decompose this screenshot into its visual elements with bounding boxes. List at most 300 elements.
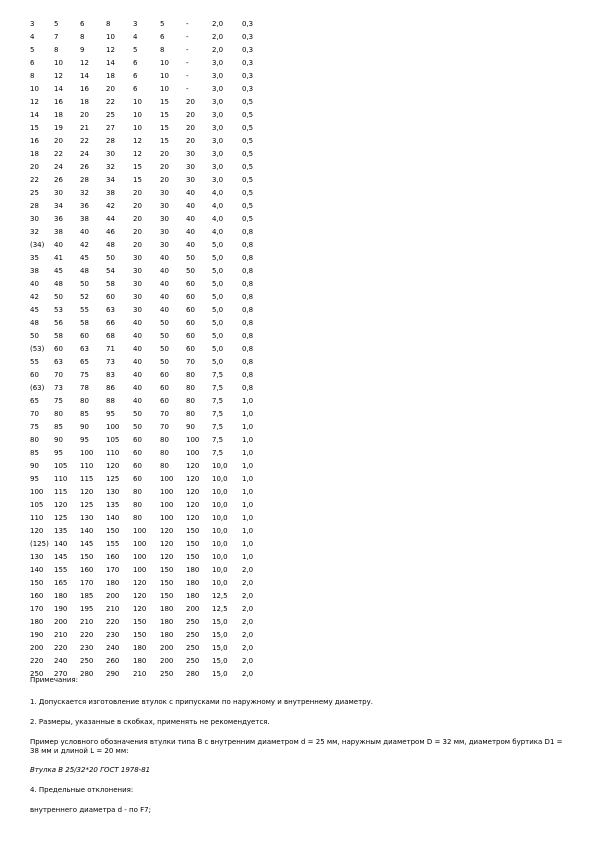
table-cell: 230	[106, 631, 120, 639]
table-row	[30, 499, 262, 512]
table-cell: 60	[106, 293, 115, 301]
table-cell: 48	[80, 267, 89, 275]
table-cell: 3	[133, 20, 138, 28]
table-cell: 3,0	[212, 59, 224, 67]
table-cell: 2,0	[242, 566, 254, 574]
table-cell: 230	[80, 644, 94, 652]
table-cell: 250	[160, 670, 174, 678]
table-cell: (63)	[30, 384, 45, 392]
table-row	[30, 343, 262, 356]
table-cell: 7,5	[212, 423, 224, 431]
table-cell: 95	[80, 436, 89, 444]
table-cell: 10	[30, 85, 39, 93]
table-cell: 50	[186, 267, 195, 275]
table-cell: -	[186, 33, 189, 41]
table-cell: 63	[106, 306, 115, 314]
table-cell: 210	[133, 670, 147, 678]
table-row	[30, 460, 262, 473]
table-cell: 20	[133, 228, 142, 236]
table-cell: 200	[30, 644, 44, 652]
table-cell: 180	[186, 592, 200, 600]
table-cell: 32	[80, 189, 89, 197]
table-cell: 2,0	[242, 579, 254, 587]
table-row	[30, 577, 262, 590]
table-cell: 0,3	[242, 46, 254, 54]
table-cell: 4	[30, 33, 35, 41]
table-cell: 18	[54, 111, 63, 119]
note-1: 1. Допускается изготовление втулок с припусками по наружному и внутреннему диаметру.	[30, 698, 373, 706]
table-cell: 100	[133, 566, 147, 574]
table-cell: 10,0	[212, 579, 228, 587]
table-cell: 0,8	[242, 280, 254, 288]
table-cell: 40	[186, 202, 195, 210]
table-cell: 15,0	[212, 631, 228, 639]
table-cell: 56	[54, 319, 63, 327]
table-cell: 60	[186, 280, 195, 288]
table-cell: 0,8	[242, 332, 254, 340]
table-cell: 180	[54, 592, 68, 600]
dimensions-table-body	[30, 18, 262, 681]
table-row	[30, 642, 262, 655]
table-cell: 270	[54, 670, 68, 678]
table-cell: 140	[54, 540, 68, 548]
table-cell: 5,0	[212, 358, 224, 366]
table-cell: 63	[80, 345, 89, 353]
table-cell: 0,8	[242, 319, 254, 327]
table-cell: 50	[160, 358, 169, 366]
table-cell: 4,0	[212, 189, 224, 197]
table-cell: 6	[133, 85, 138, 93]
table-cell: 6	[160, 33, 165, 41]
table-cell: 10,0	[212, 514, 228, 522]
table-cell: 48	[106, 241, 115, 249]
table-cell: 60	[133, 462, 142, 470]
table-row	[30, 486, 262, 499]
table-cell: 210	[54, 631, 68, 639]
table-cell: 34	[54, 202, 63, 210]
table-cell: 34	[106, 176, 115, 184]
table-cell: 20	[133, 241, 142, 249]
table-cell: 7,5	[212, 436, 224, 444]
table-row	[30, 317, 262, 330]
table-cell: 30	[54, 189, 63, 197]
table-cell: 6	[30, 59, 35, 67]
table-cell: 0,8	[242, 267, 254, 275]
table-cell: 150	[160, 579, 174, 587]
table-cell: 80	[160, 436, 169, 444]
table-cell: 155	[54, 566, 68, 574]
table-cell: 120	[160, 527, 174, 535]
table-cell: 10	[160, 72, 169, 80]
table-cell: 200	[160, 657, 174, 665]
table-row	[30, 421, 262, 434]
table-cell: 0,5	[242, 137, 254, 145]
table-cell: 100	[106, 423, 120, 431]
table-cell: 8	[106, 20, 111, 28]
table-cell: 60	[133, 436, 142, 444]
table-cell: 20	[133, 189, 142, 197]
table-cell: 220	[80, 631, 94, 639]
table-cell: 15,0	[212, 670, 228, 678]
table-cell: (125)	[30, 540, 49, 548]
table-cell: 220	[54, 644, 68, 652]
table-cell: 60	[30, 371, 39, 379]
table-cell: 40	[54, 241, 63, 249]
table-cell: 85	[54, 423, 63, 431]
table-cell: 15	[133, 163, 142, 171]
table-row	[30, 512, 262, 525]
table-cell: 190	[54, 605, 68, 613]
table-cell: 60	[186, 332, 195, 340]
table-cell: 160	[30, 592, 44, 600]
table-row	[30, 291, 262, 304]
table-cell: 42	[80, 241, 89, 249]
table-cell: 0,5	[242, 189, 254, 197]
table-cell: 150	[133, 631, 147, 639]
table-cell: 12	[80, 59, 89, 67]
table-cell: 1,0	[242, 514, 254, 522]
table-cell: 180	[106, 579, 120, 587]
table-cell: 8	[160, 46, 165, 54]
notes-heading: Примечания:	[30, 676, 78, 684]
table-cell: 88	[106, 397, 115, 405]
table-cell: 28	[80, 176, 89, 184]
table-cell: 30	[133, 306, 142, 314]
table-cell: 170	[106, 566, 120, 574]
table-row	[30, 447, 262, 460]
table-cell: 12,5	[212, 592, 228, 600]
table-cell: 2,0	[212, 33, 224, 41]
table-cell: 2,0	[212, 20, 224, 28]
table-cell: 14	[30, 111, 39, 119]
table-row	[30, 174, 262, 187]
table-cell: 5,0	[212, 345, 224, 353]
table-row	[30, 551, 262, 564]
table-cell: 65	[80, 358, 89, 366]
table-cell: 26	[54, 176, 63, 184]
table-cell: 80	[133, 501, 142, 509]
table-row	[30, 655, 262, 668]
table-cell: 260	[106, 657, 120, 665]
table-cell: 2,0	[212, 46, 224, 54]
table-cell: 20	[160, 163, 169, 171]
table-cell: 95	[106, 410, 115, 418]
table-cell: 60	[54, 345, 63, 353]
table-cell: 8	[30, 72, 35, 80]
table-cell: 7,5	[212, 410, 224, 418]
table-cell: 3	[30, 20, 35, 28]
table-cell: 22	[54, 150, 63, 158]
table-cell: 19	[54, 124, 63, 132]
table-cell: 180	[133, 644, 147, 652]
table-cell: 45	[80, 254, 89, 262]
table-cell: 180	[186, 579, 200, 587]
table-cell: 60	[133, 475, 142, 483]
table-cell: 0,8	[242, 254, 254, 262]
table-cell: 30	[30, 215, 39, 223]
table-cell: 110	[30, 514, 44, 522]
table-cell: 160	[80, 566, 94, 574]
table-cell: 100	[133, 553, 147, 561]
table-cell: 80	[30, 436, 39, 444]
table-cell: 90	[30, 462, 39, 470]
table-row	[30, 629, 262, 642]
table-cell: 120	[133, 592, 147, 600]
table-cell: 180	[160, 605, 174, 613]
table-cell: 110	[54, 475, 68, 483]
table-cell: 4	[133, 33, 138, 41]
table-cell: 16	[30, 137, 39, 145]
table-cell: 60	[80, 332, 89, 340]
table-row	[30, 135, 262, 148]
table-row	[30, 538, 262, 551]
table-cell: 100	[30, 488, 44, 496]
table-cell: 125	[54, 514, 68, 522]
table-cell: 180	[30, 618, 44, 626]
table-cell: 32	[30, 228, 39, 236]
table-cell: 5,0	[212, 254, 224, 262]
table-cell: 210	[106, 605, 120, 613]
table-cell: 71	[106, 345, 115, 353]
table-cell: 36	[80, 202, 89, 210]
table-cell: 40	[186, 241, 195, 249]
note-4-tolerances: 4. Предельные отклонения:	[30, 786, 134, 794]
table-cell: 150	[160, 566, 174, 574]
table-row	[30, 239, 262, 252]
table-row	[30, 187, 262, 200]
table-cell: 15,0	[212, 644, 228, 652]
table-cell: 30	[186, 163, 195, 171]
table-row	[30, 96, 262, 109]
table-cell: 44	[106, 215, 115, 223]
table-cell: 40	[30, 280, 39, 288]
table-cell: 200	[54, 618, 68, 626]
table-cell: 3,0	[212, 124, 224, 132]
table-cell: 7,5	[212, 449, 224, 457]
table-cell: 54	[106, 267, 115, 275]
table-cell: 1,0	[242, 540, 254, 548]
table-cell: 140	[30, 566, 44, 574]
table-cell: 58	[80, 319, 89, 327]
table-cell: 28	[30, 202, 39, 210]
table-cell: 75	[30, 423, 39, 431]
table-cell: 0,8	[242, 345, 254, 353]
table-cell: 15	[160, 124, 169, 132]
table-cell: 3,0	[212, 85, 224, 93]
note-5-inner-diameter: внутреннего диаметра d - по F7;	[30, 806, 151, 814]
table-cell: 40	[133, 332, 142, 340]
table-row	[30, 278, 262, 291]
table-cell: 0,5	[242, 150, 254, 158]
table-cell: 15	[30, 124, 39, 132]
table-cell: 200	[106, 592, 120, 600]
table-cell: 10,0	[212, 527, 228, 535]
table-cell: 40	[133, 384, 142, 392]
table-cell: 150	[80, 553, 94, 561]
table-cell: 20	[133, 215, 142, 223]
table-cell: 45	[30, 306, 39, 314]
table-cell: 2,0	[242, 592, 254, 600]
table-cell: 20	[186, 111, 195, 119]
table-row	[30, 304, 262, 317]
table-cell: 160	[106, 553, 120, 561]
table-cell: 165	[54, 579, 68, 587]
table-cell: 100	[186, 436, 200, 444]
table-cell: 60	[186, 306, 195, 314]
table-cell: 78	[80, 384, 89, 392]
table-cell: 38	[30, 267, 39, 275]
table-cell: 12	[133, 150, 142, 158]
table-cell: 14	[54, 85, 63, 93]
table-cell: 52	[80, 293, 89, 301]
table-cell: 26	[80, 163, 89, 171]
table-cell: 3,0	[212, 137, 224, 145]
table-cell: 0,8	[242, 358, 254, 366]
table-row	[30, 148, 262, 161]
table-cell: 9	[80, 46, 85, 54]
table-cell: 7	[54, 33, 59, 41]
table-cell: 250	[186, 618, 200, 626]
table-cell: 30	[133, 267, 142, 275]
table-cell: 60	[186, 293, 195, 301]
table-row	[30, 161, 262, 174]
table-cell: 90	[80, 423, 89, 431]
table-cell: 10,0	[212, 553, 228, 561]
table-cell: 4,0	[212, 202, 224, 210]
table-cell: 75	[80, 371, 89, 379]
table-cell: 18	[106, 72, 115, 80]
table-cell: 0,5	[242, 111, 254, 119]
table-cell: 0,5	[242, 176, 254, 184]
table-cell: 22	[80, 137, 89, 145]
table-cell: 85	[30, 449, 39, 457]
table-cell: 150	[133, 618, 147, 626]
table-cell: 10,0	[212, 462, 228, 470]
table-cell: 3,0	[212, 163, 224, 171]
table-cell: 135	[106, 501, 120, 509]
table-cell: 60	[133, 449, 142, 457]
table-cell: 80	[54, 410, 63, 418]
table-cell: 55	[30, 358, 39, 366]
table-cell: 10,0	[212, 501, 228, 509]
table-cell: 3,0	[212, 72, 224, 80]
table-row	[30, 44, 262, 57]
table-cell: 0,8	[242, 228, 254, 236]
table-cell: 95	[30, 475, 39, 483]
table-row	[30, 525, 262, 538]
note-3-example: Пример условного обозначения втулки типа В с внутренним диаметром d = 25 мм, наружным диаметром D = 32 мм, диаметром буртика D1 = 38 мм и длиной L = 20 мм:	[30, 738, 563, 755]
table-cell: 40	[186, 215, 195, 223]
table-cell: 85	[80, 410, 89, 418]
table-cell: 27	[106, 124, 115, 132]
table-cell: 22	[30, 176, 39, 184]
table-cell: 1,0	[242, 527, 254, 535]
table-row	[30, 109, 262, 122]
table-cell: 2,0	[242, 631, 254, 639]
table-cell: 115	[80, 475, 94, 483]
table-cell: 1,0	[242, 449, 254, 457]
table-cell: 10	[133, 98, 142, 106]
table-cell: 20	[186, 137, 195, 145]
table-row	[30, 408, 262, 421]
table-row	[30, 590, 262, 603]
table-cell: 220	[30, 657, 44, 665]
table-cell: 105	[54, 462, 68, 470]
table-cell: 10	[54, 59, 63, 67]
table-cell: 42	[106, 202, 115, 210]
table-cell: 5	[30, 46, 35, 54]
table-cell: 3,0	[212, 111, 224, 119]
table-cell: 15,0	[212, 657, 228, 665]
table-cell: 250	[80, 657, 94, 665]
designation-example: Втулка В 25/32*20 ГОСТ 1978-81	[30, 766, 151, 774]
table-cell: 30	[186, 150, 195, 158]
table-cell: 100	[133, 527, 147, 535]
table-row	[30, 382, 262, 395]
table-cell: 220	[106, 618, 120, 626]
table-cell: 2,0	[242, 670, 254, 678]
table-cell: 145	[54, 553, 68, 561]
table-cell: 0,8	[242, 306, 254, 314]
table-row	[30, 70, 262, 83]
table-cell: 0,8	[242, 384, 254, 392]
table-cell: 250	[186, 644, 200, 652]
table-cell: 40	[133, 358, 142, 366]
table-cell: 25	[106, 111, 115, 119]
table-cell: 30	[133, 293, 142, 301]
table-cell: 30	[106, 150, 115, 158]
table-cell: 50	[160, 345, 169, 353]
table-cell: 20	[80, 111, 89, 119]
table-row	[30, 252, 262, 265]
table-cell: 100	[160, 501, 174, 509]
table-cell: 250	[186, 631, 200, 639]
table-cell: 50	[133, 423, 142, 431]
table-cell: 48	[30, 319, 39, 327]
table-cell: 280	[80, 670, 94, 678]
table-cell: 10	[160, 59, 169, 67]
table-cell: 45	[54, 267, 63, 275]
table-cell: 55	[80, 306, 89, 314]
table-cell: 53	[54, 306, 63, 314]
table-row	[30, 200, 262, 213]
table-cell: 240	[106, 644, 120, 652]
table-cell: 150	[30, 579, 44, 587]
table-cell: 83	[106, 371, 115, 379]
table-cell: 40	[133, 371, 142, 379]
table-cell: 8	[54, 46, 59, 54]
table-cell: 5,0	[212, 332, 224, 340]
table-cell: 73	[54, 384, 63, 392]
table-row	[30, 473, 262, 486]
table-cell: 40	[186, 189, 195, 197]
table-cell: 0,5	[242, 202, 254, 210]
table-cell: 1,0	[242, 397, 254, 405]
table-cell: 12	[106, 46, 115, 54]
table-cell: 90	[54, 436, 63, 444]
table-cell: 120	[133, 605, 147, 613]
table-cell: 200	[160, 644, 174, 652]
table-cell: 140	[106, 514, 120, 522]
table-cell: 20	[106, 85, 115, 93]
table-cell: 20	[186, 98, 195, 106]
table-cell: 1,0	[242, 488, 254, 496]
table-cell: 60	[160, 384, 169, 392]
table-cell: 15	[160, 111, 169, 119]
table-cell: 21	[80, 124, 89, 132]
table-cell: 50	[160, 332, 169, 340]
table-cell: 120	[133, 579, 147, 587]
